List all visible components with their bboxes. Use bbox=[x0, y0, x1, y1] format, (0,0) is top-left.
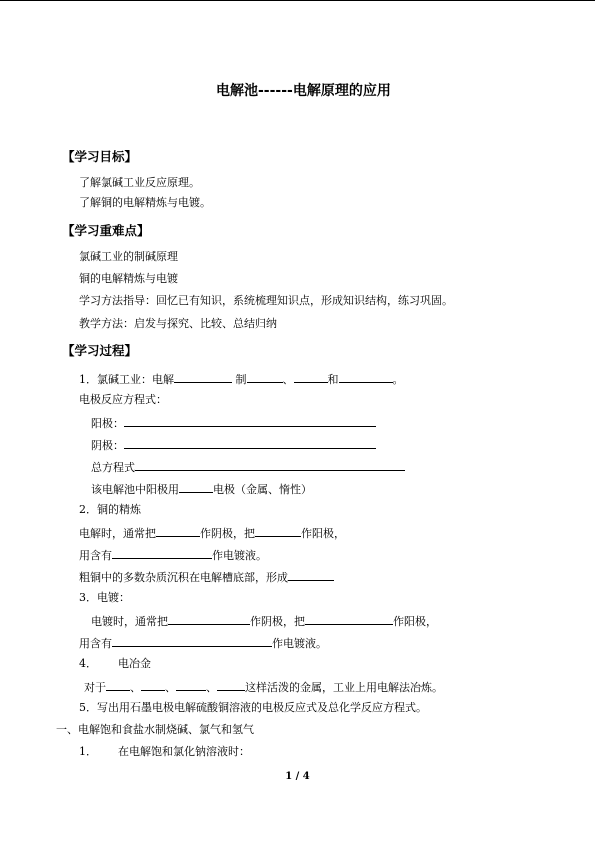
page-number: 1 / 4 bbox=[285, 771, 310, 782]
blank-product-2[interactable] bbox=[294, 371, 328, 383]
part-1-item-text: 在电解饱和氯化钠溶液时： bbox=[118, 745, 250, 758]
blank-cathode-equation[interactable] bbox=[124, 437, 376, 449]
total-equation-line bbox=[91, 459, 405, 475]
text-make: 制 bbox=[235, 373, 247, 386]
teaching-method: 教学方法：启发与探究、比较、总结归纳 bbox=[79, 317, 277, 330]
blank-refining-anode[interactable] bbox=[255, 525, 301, 537]
anode-material-label: 该电解池中阳极用 bbox=[91, 483, 179, 496]
metallurgy-label-2: 这样活泼的金属，工业上用电解法冶炼。 bbox=[245, 681, 443, 694]
blank-plating-anode[interactable] bbox=[305, 613, 393, 625]
blank-product-3[interactable] bbox=[339, 371, 393, 383]
blank-refining-electrolyte[interactable] bbox=[112, 547, 212, 559]
plating-line-1 bbox=[91, 613, 437, 629]
cathode-label: 阴极： bbox=[91, 439, 124, 452]
blank-raw-material[interactable] bbox=[174, 371, 232, 383]
metallurgy-line bbox=[84, 679, 443, 695]
keypoint-2: 铜的电解精炼与电镀 bbox=[79, 272, 178, 285]
blank-metal-3[interactable] bbox=[176, 679, 206, 691]
blank-plating-electrolyte[interactable] bbox=[112, 635, 272, 647]
electrode-equations-label: 电极反应方程式： bbox=[79, 393, 167, 406]
plating-label-3: 作阳极， bbox=[393, 615, 437, 628]
blank-refining-cathode[interactable] bbox=[156, 525, 200, 537]
chlor-alkali-label: 1．氯碱工业：电解 bbox=[79, 373, 174, 386]
part-1-item-number: 1． bbox=[79, 745, 97, 758]
section-objectives-heading: 【学习目标】 bbox=[62, 149, 138, 164]
objective-1: 了解氯碱工业反应原理。 bbox=[79, 176, 200, 189]
blank-anode-material[interactable] bbox=[179, 481, 213, 493]
section-process-heading: 【学习过程】 bbox=[62, 343, 138, 358]
blank-anode-mud[interactable] bbox=[288, 569, 334, 581]
study-method: 学习方法指导：回忆已有知识，系统梳理知识点，形成知识结构，练习巩固。 bbox=[79, 294, 453, 307]
refining-label-3: 作阳极， bbox=[301, 527, 345, 540]
total-equation-label: 总方程式 bbox=[91, 461, 135, 474]
blank-metal-4[interactable] bbox=[217, 679, 245, 691]
plating-label-1: 电镀时，通常把 bbox=[91, 615, 168, 628]
question-5: 5．写出用石墨电极电解硫酸铜溶液的电极反应式及总化学反应方程式。 bbox=[79, 701, 427, 714]
objective-2: 了解铜的电解精炼与电镀。 bbox=[79, 196, 211, 209]
section-keypoints-heading: 【学习重难点】 bbox=[62, 223, 150, 238]
blank-total-equation[interactable] bbox=[135, 459, 405, 471]
cathode-line bbox=[91, 437, 376, 453]
refining-label-2: 作阴极，把 bbox=[200, 527, 255, 540]
blank-product-1[interactable] bbox=[247, 371, 283, 383]
refining-line-2 bbox=[79, 547, 267, 563]
metallurgy-heading: 电冶金 bbox=[118, 657, 151, 670]
plating-label-2: 作阴极，把 bbox=[250, 615, 305, 628]
metal-separator-1: 、 bbox=[130, 681, 141, 694]
plating-electrolyte-label: 用含有 bbox=[79, 637, 112, 650]
chlor-alkali-line bbox=[79, 371, 404, 387]
anode-material-line bbox=[91, 481, 312, 497]
electroplating-heading: 3．电镀： bbox=[79, 591, 130, 604]
blank-metal-1[interactable] bbox=[106, 679, 130, 691]
anode-material-hint: 电极（金属、惰性） bbox=[213, 483, 312, 496]
refining-label-1: 电解时，通常把 bbox=[79, 527, 156, 540]
refining-electrolyte-suffix: 作电镀液。 bbox=[212, 549, 267, 562]
period: 。 bbox=[392, 373, 404, 386]
anode-mud-label: 粗铜中的多数杂质沉积在电解槽底部，形成 bbox=[79, 571, 288, 584]
blank-metal-2[interactable] bbox=[141, 679, 165, 691]
metallurgy-label-1: 对于 bbox=[84, 681, 106, 694]
anode-line bbox=[91, 415, 376, 431]
part-1-heading: 一、电解饱和食盐水制烧碱、氯气和氢气 bbox=[56, 723, 254, 736]
plating-line-2 bbox=[79, 635, 327, 651]
metallurgy-number: 4． bbox=[79, 657, 97, 670]
refining-line-1 bbox=[79, 525, 345, 541]
metal-separator-2: 、 bbox=[165, 681, 176, 694]
metal-separator-3: 、 bbox=[206, 681, 217, 694]
separator: 、 bbox=[282, 373, 294, 386]
refining-line-3 bbox=[79, 569, 334, 585]
header-rule bbox=[0, 0, 595, 1]
text-and: 和 bbox=[327, 373, 339, 386]
keypoint-1: 氯碱工业的制碱原理 bbox=[79, 250, 178, 263]
anode-label: 阳极： bbox=[91, 417, 124, 430]
blank-anode-equation[interactable] bbox=[124, 415, 376, 427]
copper-refining-heading: 2．铜的精炼 bbox=[79, 503, 141, 516]
blank-plating-cathode[interactable] bbox=[168, 613, 250, 625]
refining-electrolyte-label: 用含有 bbox=[79, 549, 112, 562]
plating-electrolyte-suffix: 作电镀液。 bbox=[272, 637, 327, 650]
page-title: 电解池------电解原理的应用 bbox=[216, 83, 391, 99]
